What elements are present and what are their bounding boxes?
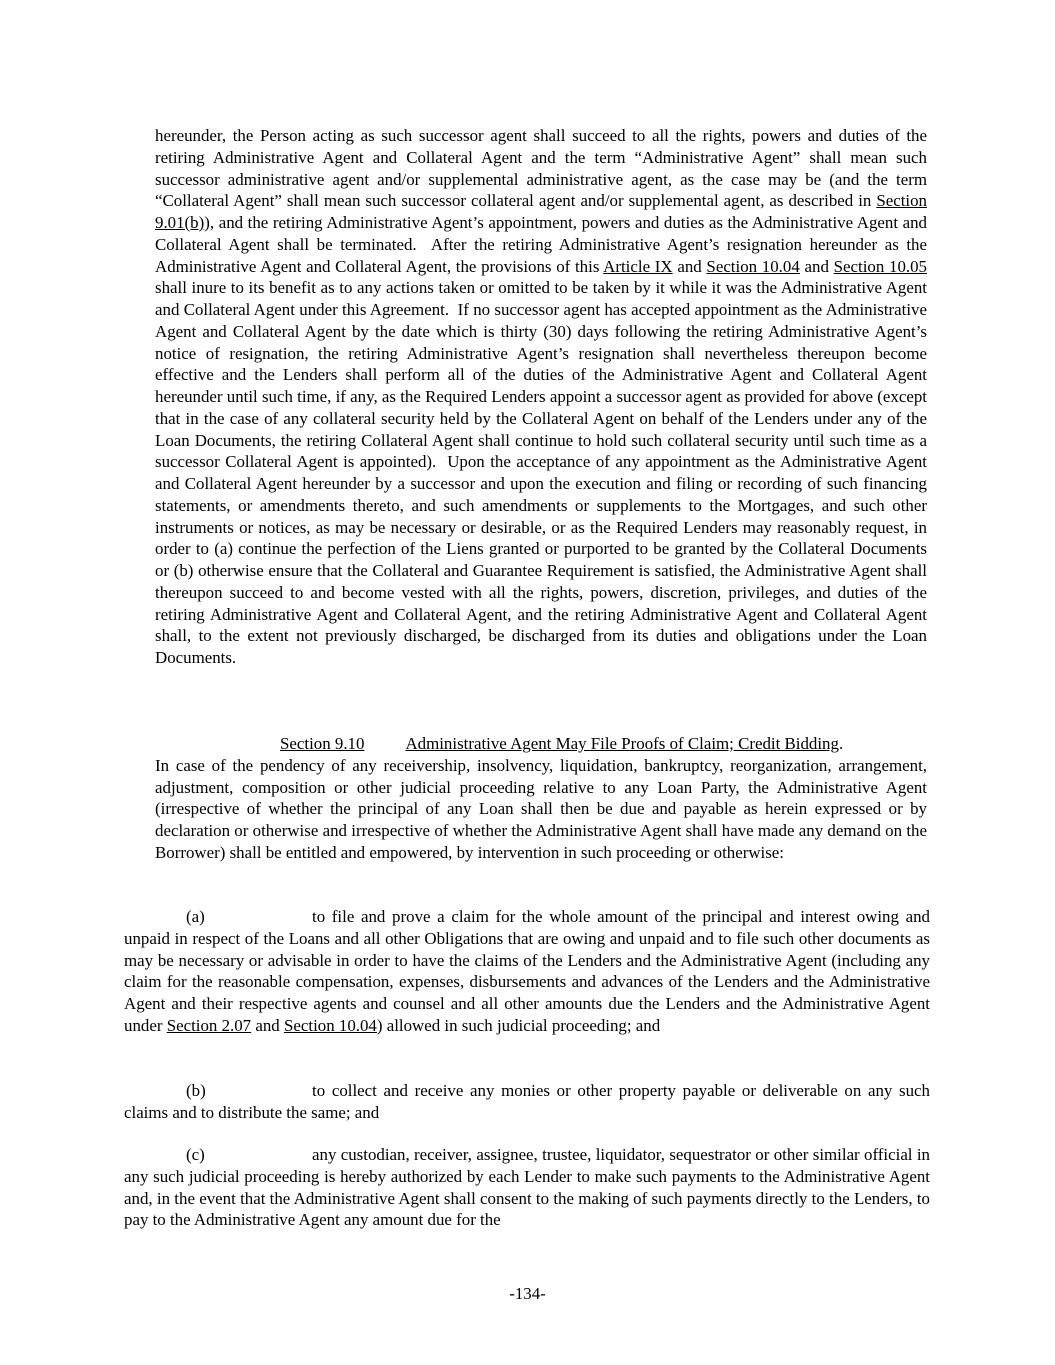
clause-b <box>124 1080 930 1124</box>
section-title: Administrative Agent May File Proofs of Claim; Credit Bidding <box>405 734 839 753</box>
section-10-04-reference: Section 10.04 <box>283 1015 377 1035</box>
clause-text: to file and prove a claim for the whole amount of the principal and interest owing and unpaid in respect of the Loans and all other Obligations that are owing and unpaid and to file such other documents as may be necessary or advisable in order to have the claims of the Lenders and the Administrative Agent (including any claim for the reasonable compensation, expenses, disbursements and advances of the Lenders and the Administrative Agent and their respective agents and counsel and all other amounts due the Lenders and the Administrative Agent under <box>124 907 930 1035</box>
clause-marker: (c) <box>186 1145 205 1164</box>
clause-c <box>124 1144 930 1231</box>
paragraph-text: and <box>672 256 707 276</box>
section-number: Section 9.10 <box>280 734 365 753</box>
article-ix-reference: Article IX <box>603 256 673 276</box>
paragraph-text: and <box>799 256 834 276</box>
clause-text: and <box>251 1015 284 1035</box>
section-title-period: . <box>838 734 844 753</box>
clause-marker: (a) <box>186 907 205 926</box>
paragraph-text: hereunder, the Person acting as such successor agent shall succeed to all the rights, powers and duties of the retiring Administrative Agent and Collateral Agent and the term “Administrative Agent” shall mean such successor administrative agent and/or supplemental administrative agent, as the case may be (and the term “Collateral Agent” shall mean such successor collateral agent and/or supplemental agent, as described in <box>155 126 927 211</box>
clause-text: any custodian, receiver, assignee, trustee, liquidator, sequestrator or other similar official in any such judicial proceeding is hereby authorized by each Lender to make such payments to the Administrative Agent and, in the event that the Administrative Agent shall consent to the making of such payments directly to the Lenders, to pay to the Administrative Agent any amount due for the <box>124 1145 930 1230</box>
successor-agent-paragraph <box>155 125 927 669</box>
page-number: -134- <box>509 1284 546 1303</box>
section-heading <box>155 733 927 755</box>
section-9-01b-reference: Section 9.01(b) <box>155 191 927 232</box>
section-10-04-reference: Section 10.04 <box>706 256 800 276</box>
clause-text: to collect and receive any monies or other property payable or deliverable on any such claims and to distribute the same; and <box>124 1081 930 1122</box>
section-2-07-reference: Section 2.07 <box>166 1015 252 1035</box>
section-9-10 <box>155 733 927 864</box>
clause-a <box>124 906 930 1037</box>
section-body: In case of the pendency of any receivership, insolvency, liquidation, bankruptcy, reorganization, arrangement, adjustment, composition or other judicial proceeding relative to any Loan Party, the Administrative Agent (irrespective of whether the principal of any Loan shall then be due and payable as herein expressed or by declaration or otherwise and irrespective of whether the Administrative Agent shall have made any demand on the Borrower) shall be entitled and empowered, by intervention in such proceeding or otherwise: <box>155 755 927 862</box>
paragraph-text: ), and the retiring Administrative Agent’s appointment, powers and duties as the Administrative Agent and Collateral Agent shall be terminated. After the retiring Administrative Agent’s resignation hereunder as the Administrative Agent and Collateral Agent, the provisions of this <box>155 213 927 276</box>
clause-marker: (b) <box>186 1081 206 1100</box>
paragraph-text: shall inure to its benefit as to any actions taken or omitted to be taken by it while it was the Administrative Agent and Collateral Agent under this Agreement. If no successor agent has accepted appointment as the Administrative Agent and Collateral Agent by the date which is thirty (30) days following the retiring Administrative Agent’s notice of resignation, the retiring Administrative Agent’s resignation shall nevertheless thereupon become effective and the Lenders shall perform all of the duties of the Administrative Agent and Collateral Agent hereunder until such time, if any, as the Required Lenders appoint a successor agent as provided for above (except that in the case of any collateral security held by the Collateral Agent on behalf of the Lenders under any of the Loan Documents, the retiring Collateral Agent shall continue to hold such collateral security until such time as a successor Collateral Agent is appointed). Upon the acceptance of any appointment as the Administrative Agent and Collateral Agent hereunder by a successor and upon the execution and filing or recording of such financing statements, or amendments thereto, and such amendments or supplements to the Mortgages, and such other instruments or notices, as may be necessary or desirable, or as the Required Lenders may reasonably request, in order to (a) continue the perfection of the Liens granted or purported to be granted by the Collateral Documents or (b) otherwise ensure that the Collateral and Guarantee Requirement is satisfied, the Administrative Agent shall thereupon succeed to and become vested with all the rights, powers, discretion, privileges, and duties of the retiring Administrative Agent and Collateral Agent, and the retiring Administrative Agent and Collateral Agent shall, to the extent not previously discharged, be discharged from its duties and obligations under the Loan Documents. <box>155 278 927 667</box>
clause-text: ) allowed in such judicial proceeding; and <box>376 1015 661 1035</box>
section-10-05-reference: Section 10.05 <box>833 256 928 276</box>
